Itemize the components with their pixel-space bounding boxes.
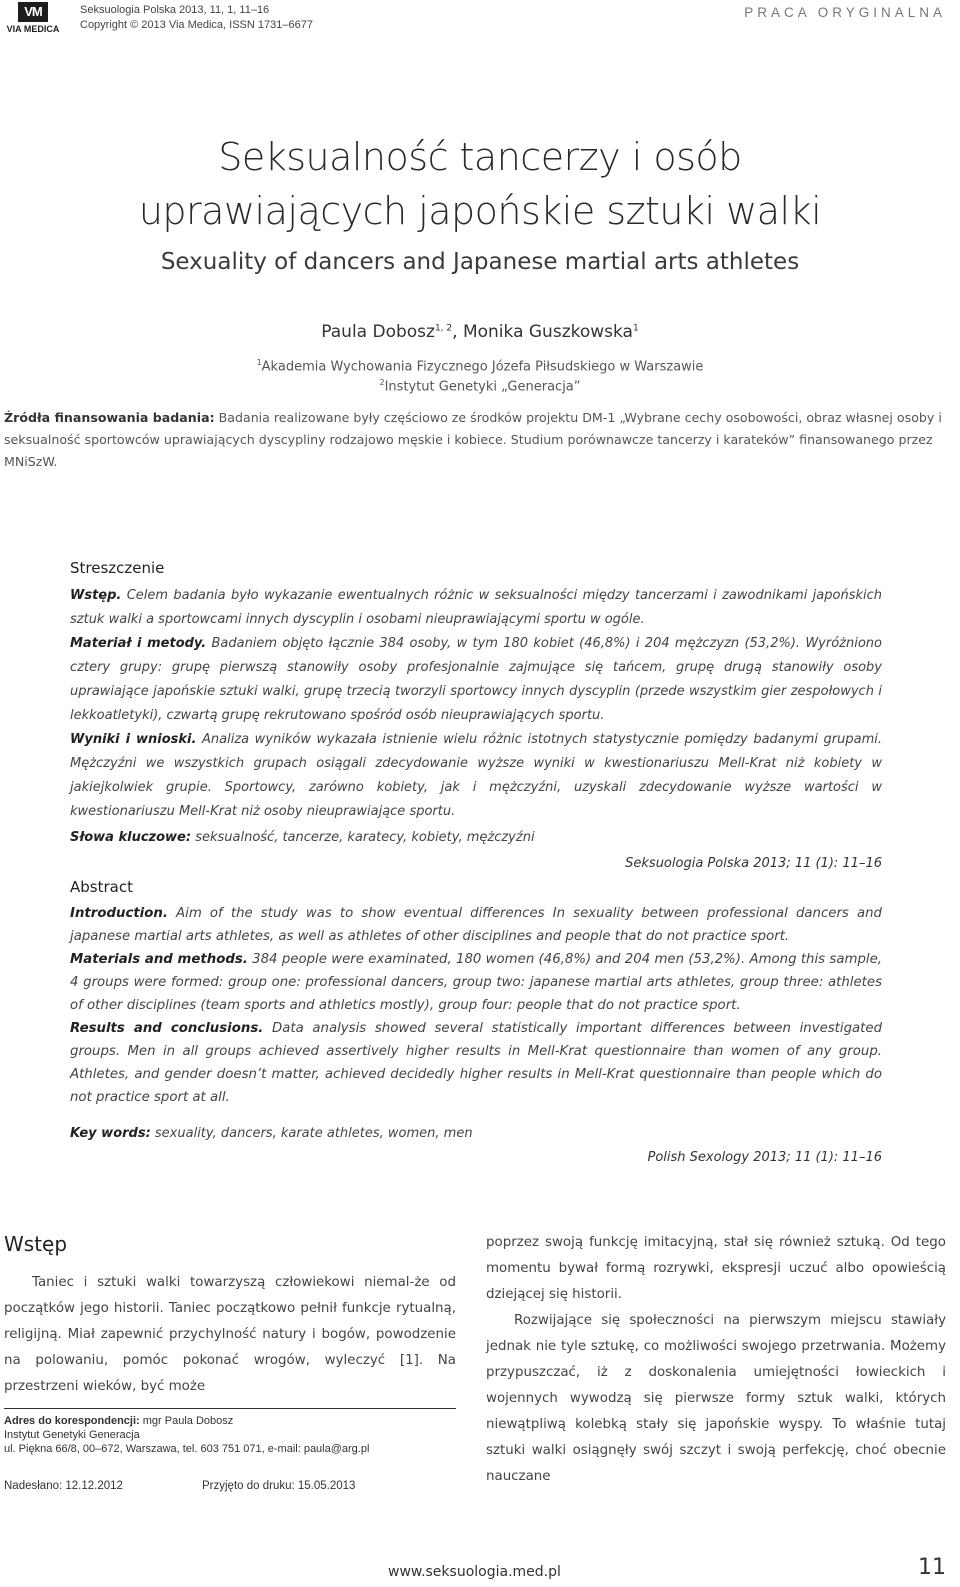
title-line-1: Seksualność tancerzy i osób xyxy=(218,135,742,179)
journal-line: Seksuologia Polska 2013, 11, 1, 11–16 xyxy=(80,4,270,16)
left-column xyxy=(4,1270,456,1400)
polish-citation: Seksuologia Polska 2013; 11 (1): 11–16 xyxy=(625,856,882,871)
author-separator: , xyxy=(452,322,463,342)
affiliation-sup: 1 xyxy=(256,358,262,367)
streszczenie-methods xyxy=(70,632,882,728)
journal-url[interactable]: www.seksuologia.med.pl xyxy=(388,1564,561,1580)
article-title xyxy=(0,130,960,238)
funding-note xyxy=(4,407,952,473)
authors xyxy=(0,322,960,342)
abstract-body xyxy=(70,902,882,1109)
affiliation-text: Instytut Genetyki „Generacja” xyxy=(384,379,581,395)
correspondence-name: mgr Paula Dobosz xyxy=(139,1415,234,1427)
abstract-results xyxy=(70,1017,882,1109)
streszczenie-results xyxy=(70,728,882,824)
affiliation-text: Akademia Wychowania Fizycznego Józefa Piłsudskiego w Warszawie xyxy=(261,359,704,375)
body-paragraph: Rozwijające się społeczności na pierwszym miejscu stawiały jednak nie tyle sztukę, co możliwości swojego przetrwania. Możemy przypuszczać, iż z doskonalenia umiejętności łowieckich i wojennych wywodzą się pierwsze formy sztuk walki, których niewątpliwą kolebką stały się japońskie wyspy. To właśnie tutaj sztuki walki osiągnęły swój szczyt i swoją perfekcję, choć obecnie nauczane xyxy=(486,1313,946,1484)
correspondence-line: Instytut Genetyki Generacja xyxy=(4,1429,140,1441)
section-label: PRACA ORYGINALNA xyxy=(744,5,946,20)
correspondence-line xyxy=(4,1414,464,1428)
correspondence-label: Adres do korespondencji: xyxy=(4,1415,140,1427)
body-paragraph: Taniec i sztuki walki towarzyszą człowiekowi niemal-że od początków jego historii. Taniec początkowo pełnił funkcje rytualną, religijną. Miał zapewnić przychylność natury i bogów, powodzenie na polowaniu, pomóc pokonać wrogów, wyleczyć [1]. Na przestrzeni wieków, być może xyxy=(4,1275,456,1394)
funding-label: Źródła finansowania badania: xyxy=(4,410,215,425)
author-affiliation-sup: 1 xyxy=(632,323,639,334)
streszczenie-intro xyxy=(70,584,882,632)
abstract-methods xyxy=(70,948,882,1017)
english-citation: Polish Sexology 2013; 11 (1): 11–16 xyxy=(647,1150,882,1165)
journal-info xyxy=(80,3,313,33)
correspondence-address xyxy=(4,1414,464,1456)
paragraph-text: Data analysis showed several statistically important differences between investigated groups. Men in all groups achieved assertively higher results in Mell-Krat questionnaire than women of any group. Athletes, and gender doesn’t matter, achieved decidedly higher results in Mell-Krat questionnaire than people which do not practice sport at all. xyxy=(70,1021,883,1105)
section-label-inline: Wyniki i wnioski. xyxy=(70,732,197,747)
affiliation-sup: 2 xyxy=(379,378,385,387)
funding-text: Badania realizowane były częściowo ze środków projektu DM-1 „Wybrane cechy osobowości, obraz własnej osoby i seksualność sportowców uprawiających dyscypliny rodzajowo męskie i kobiece. Studium porównawcze tancerzy i karateków” finansowanego przez MNiSzW. xyxy=(4,410,942,469)
paragraph-text: Aim of the study was to show eventual differences In sexuality between professional dancers and japanese martial arts athletes, as well as athletes of other disciplines and people that do not practice sport. xyxy=(70,906,882,944)
page-number: 11 xyxy=(918,1555,946,1580)
paragraph-text: Celem badania było wykazanie ewentualnych różnic w seksualności między tancerzami i zawodnikami japońskich sztuk walki a sportowcami innych dyscyplin i osobami nieuprawiającymi sportu w ogóle. xyxy=(70,588,882,627)
paragraph-text: Analiza wyników wykazała istnienie wielu różnic istotnych statystycznie pomiędzy badanymi grupami. Mężczyźni we wszystkich grupach osiągali zdecydowanie wyższe wyniki w kwestionariuszu Mell-Krat niż kobiety w jakiejkolwiek grupie. Sportowcy, zarówno kobiety, jak i mężczyźni, uzyskali zdecydowanie wyższe wartości w kwestionariuszu Mell-Krat niż osoby nieuprawiające sportu. xyxy=(70,732,882,819)
section-label-inline: Materials and methods. xyxy=(70,952,248,967)
streszczenie-body xyxy=(70,584,882,824)
abstract-heading: Abstract xyxy=(70,878,133,896)
right-column xyxy=(486,1230,946,1490)
keywords-label: Key words: xyxy=(70,1126,151,1141)
keywords-label: Słowa kluczowe: xyxy=(70,830,192,845)
key-words xyxy=(70,1126,882,1141)
via-medica-logo xyxy=(2,2,64,36)
paragraph-text: 384 people were examinated, 180 women (46,8%) and 204 men (53,2%). Among this sample, 4 groups were formed: group one: professional dancers, group two: japanese martial arts athletes, group three: athletes of other disciplines (team sports and athletics mostly), group four: people that do not practice sport. xyxy=(70,952,882,1013)
footnote-divider xyxy=(4,1408,456,1409)
streszczenie-heading: Streszczenie xyxy=(70,559,165,577)
abstract-intro xyxy=(70,902,882,948)
wstep-heading: Wstęp xyxy=(4,1232,68,1256)
paragraph-text: Badaniem objęto łącznie 384 osoby, w tym 180 kobiet (46,8%) i 204 mężczyzn (53,2%). Wyróżniono cztery grupy: grupę pierwszą stanowiły osoby profesjonalnie zajmujące się tańcem, grupę drugą stanowiły osoby uprawiające japońskie sztuki walki, grupę trzecią tworzyli sportowcy innych dyscyplin (przede wszystkim gier zespołowych i lekkoatletyki), czwartą grupę rekrutowano spośród osób nieuprawiających sportu. xyxy=(70,636,882,723)
received-date: Nadesłano: 12.12.2012 xyxy=(4,1480,123,1492)
section-label-inline: Wstęp. xyxy=(70,588,122,603)
section-label-inline: Results and conclusions. xyxy=(70,1021,264,1036)
keywords-text: seksualność, tancerze, karatecy, kobiety, mężczyźni xyxy=(191,830,535,845)
author-name: Paula Dobosz xyxy=(321,322,435,342)
slowa-kluczowe xyxy=(70,830,882,845)
affiliation-1 xyxy=(0,358,960,374)
accepted-date: Przyjęto do druku: 15.05.2013 xyxy=(202,1480,356,1492)
copyright-line: Copyright © 2013 Via Medica, ISSN 1731–6677 xyxy=(80,19,313,31)
keywords-text: sexuality, dancers, karate athletes, women, men xyxy=(150,1126,473,1141)
body-paragraph: poprzez swoją funkcję imitacyjną, stał się również sztuką. Od tego momentu bywał formą rozrywki, ekspresji uczuć albo opowieścią dziejącej się historii. xyxy=(486,1235,946,1302)
section-label-inline: Materiał i metody. xyxy=(70,636,207,651)
section-label-inline: Introduction. xyxy=(70,906,168,921)
correspondence-line: ul. Piękna 66/8, 00–672, Warszawa, tel. 603 751 071, e-mail: paula@arg.pl xyxy=(4,1443,370,1455)
title-line-2: uprawiających japońskie sztuki walki xyxy=(138,189,822,233)
affiliation-2 xyxy=(0,378,960,394)
author-affiliation-sup: 1, 2 xyxy=(434,323,453,334)
article-subtitle: Sexuality of dancers and Japanese martial arts athletes xyxy=(160,249,800,275)
logo-name: VIA MEDICA xyxy=(6,24,60,34)
author-name: Monika Guszkowska xyxy=(462,322,633,342)
logo-mark: VM xyxy=(18,2,48,22)
